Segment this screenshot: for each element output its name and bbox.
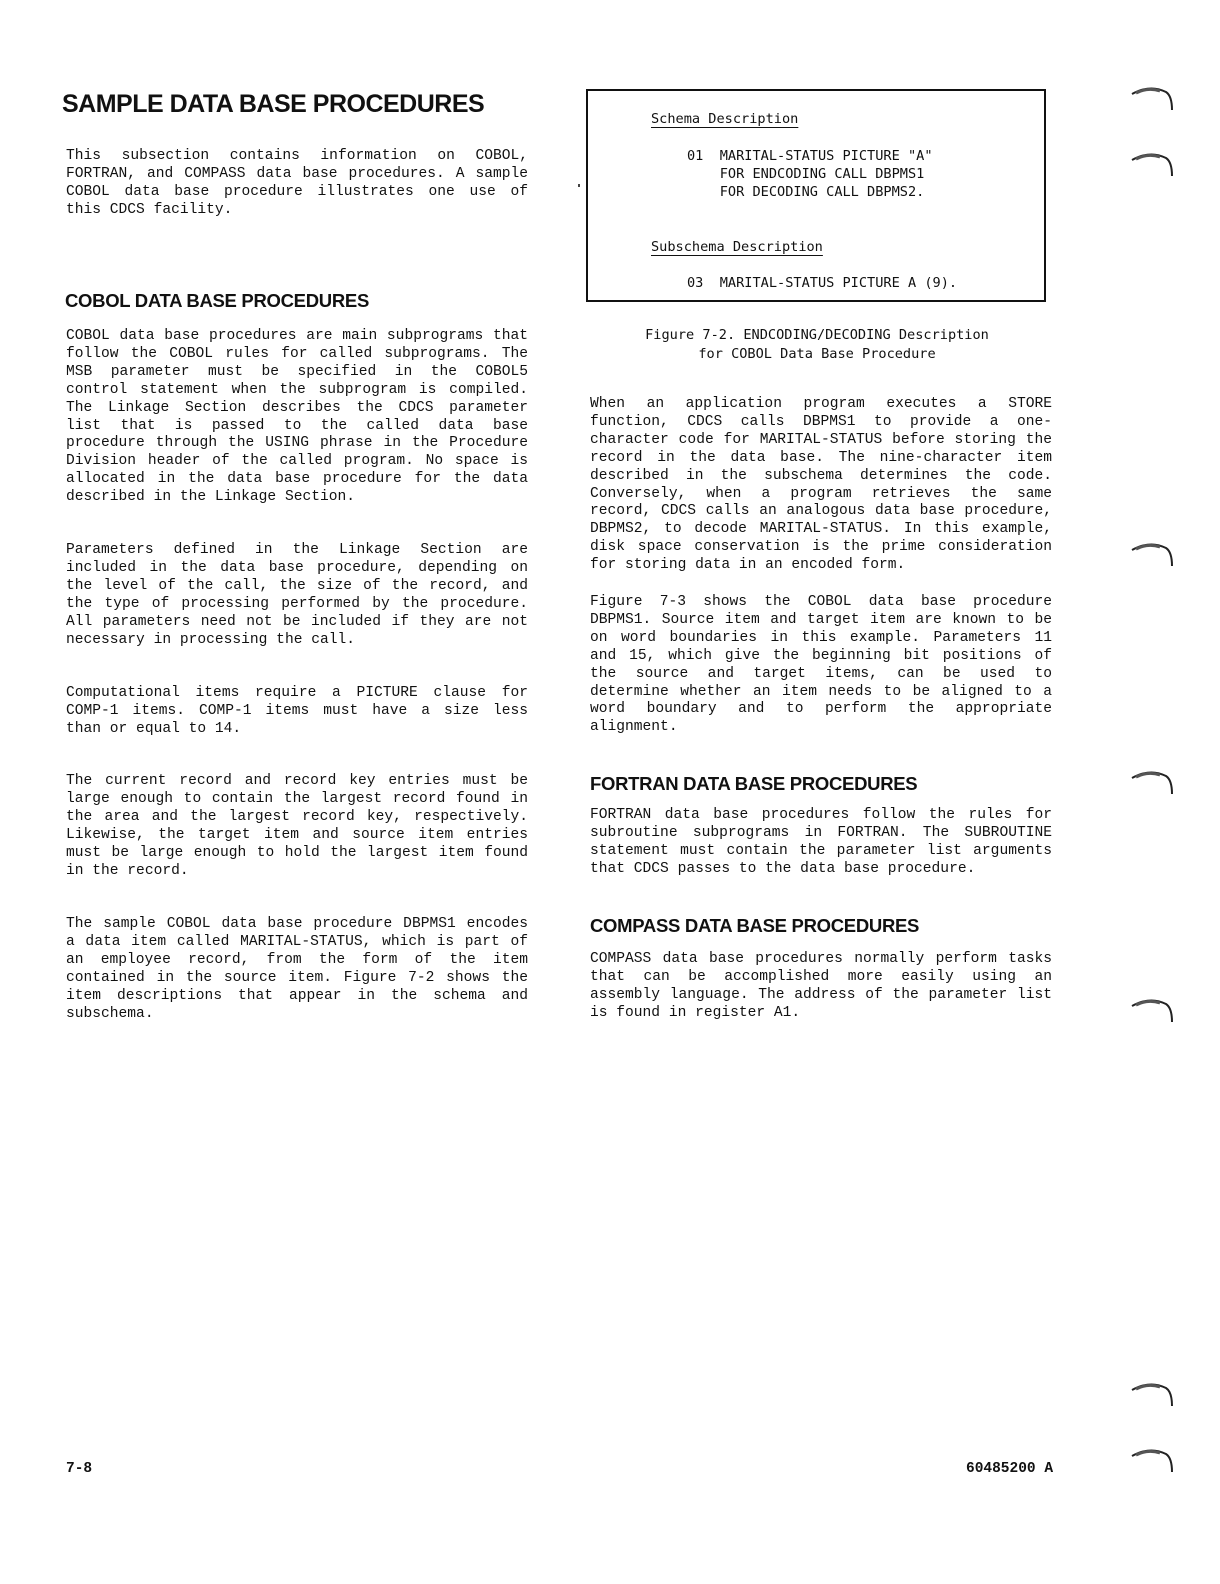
schema-line-1: 01 MARITAL-STATUS PICTURE "A"	[687, 148, 933, 164]
punch-hole-mark-icon	[1128, 148, 1176, 180]
punch-hole-mark-icon	[1128, 82, 1176, 114]
figure-caption-line-2: for COBOL Data Base Procedure	[698, 346, 936, 362]
cobol-heading: COBOL DATA BASE PROCEDURES	[65, 290, 369, 311]
cobol-paragraph-2: Parameters defined in the Linkage Section are included in the data base procedure, depending on the level of the call, the size of the record, and the type of processing performed by the procedure. All parameters need not be included if they are not necessary in processing the call.	[66, 542, 528, 648]
fortran-paragraph: FORTRAN data base procedures follow the rules for subroutine subprograms in FORTRAN. The SUBROUTINE statement must contain the parameter list arguments that CDCS passes to the data base procedure.	[590, 807, 1052, 877]
scan-mark	[578, 184, 580, 187]
schema-line-3: FOR DECODING CALL DBPMS2.	[687, 184, 925, 200]
cobol-paragraph-3: Computational items require a PICTURE clause for COMP-1 items. COMP-1 items must have a size less than or equal to 14.	[66, 685, 528, 737]
subschema-line: 03 MARITAL-STATUS PICTURE A (9).	[687, 275, 958, 291]
punch-hole-mark-icon	[1128, 538, 1176, 570]
compass-heading: COMPASS DATA BASE PROCEDURES	[590, 915, 920, 936]
cobol-paragraph-4: The current record and record key entries must be large enough to contain the largest record found in the area and the largest record key, respectively. Likewise, the target item and source item entries must be large enough to hold the largest item found in the record.	[66, 773, 528, 879]
right-paragraph-1: When an application program executes a STORE function, CDCS calls DBPMS1 to provide a one-character code for MARITAL-STATUS before storing the record in the data base. The nine-character item described in the subschema determines the code. Conversely, when a program retrieves the same record, CDCS calls an analogous data base procedure, DBPMS2, to decode MARITAL-STATUS. In this example, disk space conservation is the prime consideration for storing data in an encoded form.	[590, 396, 1052, 574]
punch-hole-mark-icon	[1128, 994, 1176, 1026]
compass-paragraph: COMPASS data base procedures normally perform tasks that can be accomplished more easily using an assembly language. The address of the parameter list is found in register A1.	[590, 951, 1052, 1021]
page-title: SAMPLE DATA BASE PROCEDURES	[62, 90, 485, 118]
subschema-heading: Subschema Description	[651, 239, 823, 255]
schema-heading: Schema Description	[651, 111, 799, 127]
cobol-paragraph-1: COBOL data base procedures are main subprograms that follow the COBOL rules for called subprograms. The MSB parameter must be specified in the COBOL5 control statement when the subprogram is compiled. The Linkage Section describes the CDCS parameter list that is passed to the called data base procedure through the USING phrase in the Procedure Division header of the called program. No space is allocated in the data base procedure for the data described in the Linkage Section.	[66, 328, 528, 506]
figure-caption-line-1: Figure 7-2. ENDCODING/DECODING Description	[645, 327, 989, 343]
intro-paragraph: This subsection contains information on COBOL, FORTRAN, and COMPASS data base procedures. A sample COBOL data base procedure illustrates one use of this CDCS facility.	[66, 148, 528, 218]
fortran-heading: FORTRAN DATA BASE PROCEDURES	[590, 773, 918, 794]
cobol-paragraph-5: The sample COBOL data base procedure DBPMS1 encodes a data item called MARITAL-STATUS, which is part of an employee record, from the form of the item contained in the source item. Figure 7-2 shows the item descriptions that appear in the schema and subschema.	[66, 916, 528, 1022]
document-number: 60485200 A	[966, 1461, 1054, 1477]
punch-hole-mark-icon	[1128, 1378, 1176, 1410]
page-number: 7-8	[66, 1461, 93, 1477]
figure-caption	[586, 326, 1048, 364]
punch-hole-mark-icon	[1128, 1444, 1176, 1476]
figure-box	[586, 89, 1046, 302]
right-paragraph-2: Figure 7-3 shows the COBOL data base procedure DBPMS1. Source item and target item are known to be on word boundaries in this example. Parameters 11 and 15, which give the beginning bit positions of the source and target items, can be used to determine whether an item needs to be aligned to a word boundary and to perform the appropriate alignment.	[590, 594, 1052, 736]
punch-hole-mark-icon	[1128, 766, 1176, 798]
schema-line-2: FOR ENDCODING CALL DBPMS1	[687, 166, 925, 182]
